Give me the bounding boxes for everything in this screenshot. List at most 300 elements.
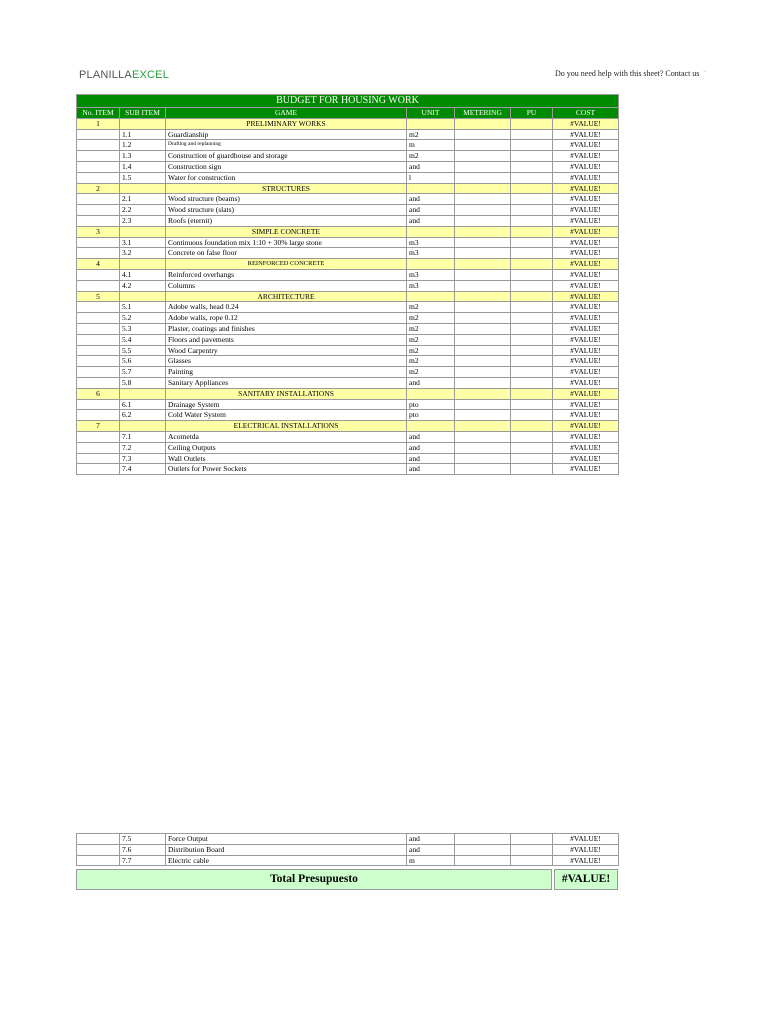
budget-table-continued [76, 833, 619, 866]
unit-cell[interactable]: pto [407, 399, 455, 410]
sub-item-cell[interactable]: 7.3 [120, 453, 166, 464]
item-row [77, 431, 619, 442]
cost-cell[interactable]: #VALUE! [553, 334, 619, 345]
pu-cell[interactable] [511, 442, 553, 453]
metering-cell[interactable] [455, 248, 511, 259]
pu-cell[interactable] [511, 367, 553, 378]
item-name-cell[interactable]: Concrete on false floor [166, 248, 407, 259]
item-number-cell[interactable] [77, 280, 120, 291]
metering-cell[interactable] [455, 399, 511, 410]
unit-cell[interactable]: m2 [407, 129, 455, 140]
sub-item-cell[interactable]: 5.7 [120, 367, 166, 378]
cost-cell[interactable]: #VALUE! [553, 259, 619, 270]
item-name-cell[interactable]: Roofs (eternit) [166, 215, 407, 226]
item-name-cell[interactable]: Wall Outlets [166, 453, 407, 464]
unit-cell[interactable]: m3 [407, 280, 455, 291]
sub-item-cell[interactable]: 4.1 [120, 269, 166, 280]
sub-item-cell[interactable]: 3.2 [120, 248, 166, 259]
unit-cell[interactable]: m3 [407, 248, 455, 259]
sub-item-cell[interactable]: 4.2 [120, 280, 166, 291]
category-name-cell[interactable]: SANITARY INSTALLATIONS [166, 388, 407, 399]
item-name-cell[interactable]: Cold Water System [166, 410, 407, 421]
brand-logo-part1: PLANILLA [79, 69, 132, 81]
item-name-cell[interactable]: Reinforced overhangs [166, 269, 407, 280]
pu-cell[interactable] [511, 388, 553, 399]
unit-cell[interactable]: and [407, 194, 455, 205]
item-row [77, 205, 619, 216]
unit-cell[interactable]: m2 [407, 356, 455, 367]
metering-cell[interactable] [455, 215, 511, 226]
item-row [77, 367, 619, 378]
metering-cell[interactable] [455, 183, 511, 194]
pu-cell[interactable] [511, 183, 553, 194]
item-number-cell[interactable] [77, 237, 120, 248]
item-number-cell[interactable] [77, 453, 120, 464]
sub-item-cell[interactable]: 1.5 [120, 172, 166, 183]
sub-item-cell[interactable] [120, 118, 166, 129]
cost-cell[interactable]: #VALUE! [553, 302, 619, 313]
col-header-pu: PU [511, 108, 553, 119]
unit-cell[interactable] [407, 421, 455, 432]
cost-cell[interactable]: #VALUE! [553, 248, 619, 259]
item-name-cell[interactable]: Ceiling Outputs [166, 442, 407, 453]
pu-cell[interactable] [511, 431, 553, 442]
cost-cell[interactable]: #VALUE! [553, 183, 619, 194]
sub-item-cell[interactable] [120, 259, 166, 270]
item-row [77, 151, 619, 162]
sub-item-cell[interactable]: 1.1 [120, 129, 166, 140]
cost-cell[interactable]: #VALUE! [553, 323, 619, 334]
pu-cell[interactable] [511, 151, 553, 162]
item-name-cell[interactable]: Wood Carpentry [166, 345, 407, 356]
item-row [77, 161, 619, 172]
unit-cell[interactable]: and [407, 844, 455, 855]
item-row [77, 194, 619, 205]
total-table [76, 869, 618, 890]
metering-cell[interactable] [455, 291, 511, 302]
sub-item-cell[interactable]: 1.2 [120, 140, 166, 151]
unit-cell[interactable]: pto [407, 410, 455, 421]
unit-cell[interactable] [407, 118, 455, 129]
metering-cell[interactable] [455, 226, 511, 237]
column-header-row [77, 108, 619, 119]
cost-cell[interactable]: #VALUE! [553, 442, 619, 453]
item-number-cell[interactable] [77, 855, 120, 866]
metering-cell[interactable] [455, 161, 511, 172]
item-number-cell[interactable]: 6 [77, 388, 120, 399]
unit-cell[interactable]: m [407, 140, 455, 151]
item-number-cell[interactable] [77, 248, 120, 259]
sub-item-cell[interactable]: 7.4 [120, 464, 166, 475]
cost-cell[interactable]: #VALUE! [553, 269, 619, 280]
metering-cell[interactable] [455, 280, 511, 291]
item-row [77, 302, 619, 313]
pu-cell[interactable] [511, 237, 553, 248]
unit-cell[interactable]: l [407, 172, 455, 183]
sub-item-cell[interactable]: 5.4 [120, 334, 166, 345]
sub-item-cell[interactable]: 1.3 [120, 151, 166, 162]
cost-cell[interactable]: #VALUE! [553, 140, 619, 151]
pu-cell[interactable] [511, 129, 553, 140]
item-number-cell[interactable] [77, 172, 120, 183]
sub-item-cell[interactable]: 5.6 [120, 356, 166, 367]
metering-cell[interactable] [455, 118, 511, 129]
item-number-cell[interactable] [77, 399, 120, 410]
metering-cell[interactable] [455, 834, 511, 845]
category-name-cell[interactable]: REINFORCED CONCRETE [166, 259, 407, 270]
item-name-cell[interactable]: Floors and pavements [166, 334, 407, 345]
item-number-cell[interactable] [77, 410, 120, 421]
pu-cell[interactable] [511, 259, 553, 270]
help-link[interactable] [555, 69, 706, 78]
sub-item-cell[interactable]: 5.5 [120, 345, 166, 356]
col-header-unit: UNIT [407, 108, 455, 119]
sub-item-cell[interactable]: 2.2 [120, 205, 166, 216]
metering-cell[interactable] [455, 855, 511, 866]
sub-item-cell[interactable]: 7.5 [120, 834, 166, 845]
metering-cell[interactable] [455, 442, 511, 453]
sub-item-cell[interactable] [120, 183, 166, 194]
unit-cell[interactable]: and [407, 377, 455, 388]
item-number-cell[interactable]: 5 [77, 291, 120, 302]
item-number-cell[interactable] [77, 129, 120, 140]
metering-cell[interactable] [455, 464, 511, 475]
pu-cell[interactable] [511, 140, 553, 151]
unit-cell[interactable] [407, 226, 455, 237]
item-name-cell[interactable]: Acometda [166, 431, 407, 442]
unit-cell[interactable]: m [407, 855, 455, 866]
unit-cell[interactable]: and [407, 215, 455, 226]
item-number-cell[interactable] [77, 151, 120, 162]
item-name-cell[interactable]: Continuous foundation mix 1:10 + 30% large stone [166, 237, 407, 248]
item-name-cell[interactable]: Construction of guardhouse and storage [166, 151, 407, 162]
budget-title: BUDGET FOR HOUSING WORK [77, 95, 619, 108]
item-row [77, 248, 619, 259]
item-number-cell[interactable]: 2 [77, 183, 120, 194]
metering-cell[interactable] [455, 377, 511, 388]
metering-cell[interactable] [455, 323, 511, 334]
metering-cell[interactable] [455, 844, 511, 855]
item-number-cell[interactable]: 1 [77, 118, 120, 129]
category-row [77, 226, 619, 237]
pu-cell[interactable] [511, 855, 553, 866]
category-row [77, 291, 619, 302]
item-name-cell[interactable]: Water for construction [166, 172, 407, 183]
unit-cell[interactable]: and [407, 464, 455, 475]
cost-cell[interactable]: #VALUE! [553, 129, 619, 140]
item-number-cell[interactable] [77, 140, 120, 151]
pu-cell[interactable] [511, 410, 553, 421]
total-value: #VALUE! [554, 869, 618, 890]
help-mark: ¨ [703, 69, 707, 78]
sub-item-cell[interactable]: 2.3 [120, 215, 166, 226]
metering-cell[interactable] [455, 388, 511, 399]
pu-cell[interactable] [511, 291, 553, 302]
item-number-cell[interactable] [77, 194, 120, 205]
pu-cell[interactable] [511, 118, 553, 129]
metering-cell[interactable] [455, 237, 511, 248]
pu-cell[interactable] [511, 302, 553, 313]
cost-cell[interactable]: #VALUE! [553, 367, 619, 378]
sub-item-cell[interactable]: 5.8 [120, 377, 166, 388]
metering-cell[interactable] [455, 431, 511, 442]
item-name-cell[interactable]: Adobe walls, head 0.24 [166, 302, 407, 313]
unit-cell[interactable] [407, 388, 455, 399]
item-name-cell[interactable]: Outlets for Power Sockets [166, 464, 407, 475]
item-number-cell[interactable] [77, 442, 120, 453]
item-number-cell[interactable] [77, 844, 120, 855]
cost-cell[interactable]: #VALUE! [553, 194, 619, 205]
item-number-cell[interactable] [77, 313, 120, 324]
unit-cell[interactable] [407, 259, 455, 270]
item-name-cell[interactable]: Force Output [166, 834, 407, 845]
unit-cell[interactable]: m2 [407, 302, 455, 313]
unit-cell[interactable] [407, 291, 455, 302]
cost-cell[interactable]: #VALUE! [553, 151, 619, 162]
cost-cell[interactable]: #VALUE! [553, 431, 619, 442]
item-number-cell[interactable] [77, 345, 120, 356]
cost-cell[interactable]: #VALUE! [553, 237, 619, 248]
cost-cell[interactable]: #VALUE! [553, 410, 619, 421]
metering-cell[interactable] [455, 334, 511, 345]
item-number-cell[interactable] [77, 215, 120, 226]
cost-cell[interactable]: #VALUE! [553, 118, 619, 129]
unit-cell[interactable]: m3 [407, 237, 455, 248]
pu-cell[interactable] [511, 345, 553, 356]
cost-cell[interactable]: #VALUE! [553, 388, 619, 399]
item-number-cell[interactable] [77, 334, 120, 345]
metering-cell[interactable] [455, 140, 511, 151]
item-row [77, 855, 619, 866]
brand-logo-part2: EXCEL [131, 69, 170, 81]
item-row [77, 464, 619, 475]
total-row [76, 869, 618, 890]
col-header-metering: METERING [455, 108, 511, 119]
col-header-sub-item: SUB ITEM [120, 108, 166, 119]
sub-item-cell[interactable]: 6.1 [120, 399, 166, 410]
item-name-cell[interactable]: Wood structure (beams) [166, 194, 407, 205]
item-number-cell[interactable] [77, 356, 120, 367]
metering-cell[interactable] [455, 269, 511, 280]
category-row [77, 388, 619, 399]
unit-cell[interactable]: m2 [407, 323, 455, 334]
item-row [77, 834, 619, 845]
unit-cell[interactable]: and [407, 205, 455, 216]
item-number-cell[interactable] [77, 161, 120, 172]
pu-cell[interactable] [511, 453, 553, 464]
category-name-cell[interactable]: SIMPLE CONCRETE [166, 226, 407, 237]
help-text: Do you need help with this sheet? Contact us [555, 69, 700, 78]
item-name-cell[interactable]: Electric cable [166, 855, 407, 866]
item-number-cell[interactable] [77, 834, 120, 845]
unit-cell[interactable]: m2 [407, 367, 455, 378]
item-number-cell[interactable] [77, 464, 120, 475]
metering-cell[interactable] [455, 205, 511, 216]
item-name-cell[interactable]: Wood structure (slats) [166, 205, 407, 216]
sub-item-cell[interactable]: 1.4 [120, 161, 166, 172]
cost-cell[interactable]: #VALUE! [553, 377, 619, 388]
item-name-cell[interactable]: Adobe walls, rope 0.12 [166, 313, 407, 324]
pu-cell[interactable] [511, 844, 553, 855]
item-number-cell[interactable] [77, 323, 120, 334]
item-row [77, 269, 619, 280]
cost-cell[interactable]: #VALUE! [553, 161, 619, 172]
metering-cell[interactable] [455, 313, 511, 324]
pu-cell[interactable] [511, 399, 553, 410]
sub-item-cell[interactable]: 2.1 [120, 194, 166, 205]
item-row [77, 172, 619, 183]
unit-cell[interactable]: m3 [407, 269, 455, 280]
sub-item-cell[interactable]: 5.2 [120, 313, 166, 324]
sub-item-cell[interactable]: 7.2 [120, 442, 166, 453]
pu-cell[interactable] [511, 269, 553, 280]
item-row [77, 399, 619, 410]
item-name-cell[interactable]: Painting [166, 367, 407, 378]
category-name-cell[interactable]: PRELIMINARY WORKS [166, 118, 407, 129]
item-name-cell[interactable]: Glasses [166, 356, 407, 367]
cost-cell[interactable]: #VALUE! [553, 345, 619, 356]
sub-item-cell[interactable]: 3.1 [120, 237, 166, 248]
unit-cell[interactable] [407, 183, 455, 194]
metering-cell[interactable] [455, 194, 511, 205]
unit-cell[interactable]: and [407, 442, 455, 453]
sub-item-cell[interactable] [120, 421, 166, 432]
pu-cell[interactable] [511, 323, 553, 334]
item-row [77, 323, 619, 334]
pu-cell[interactable] [511, 215, 553, 226]
unit-cell[interactable]: m2 [407, 151, 455, 162]
cost-cell[interactable]: #VALUE! [553, 464, 619, 475]
item-number-cell[interactable] [77, 269, 120, 280]
sub-item-cell[interactable]: 7.7 [120, 855, 166, 866]
cost-cell[interactable]: #VALUE! [553, 356, 619, 367]
item-row [77, 377, 619, 388]
item-name-cell[interactable]: Drainage System [166, 399, 407, 410]
cost-cell[interactable]: #VALUE! [553, 834, 619, 845]
metering-cell[interactable] [455, 421, 511, 432]
unit-cell[interactable]: m2 [407, 334, 455, 345]
unit-cell[interactable]: m2 [407, 313, 455, 324]
category-name-cell[interactable]: STRUCTURES [166, 183, 407, 194]
unit-cell[interactable]: and [407, 431, 455, 442]
sub-item-cell[interactable]: 5.3 [120, 323, 166, 334]
cost-cell[interactable]: #VALUE! [553, 855, 619, 866]
item-number-cell[interactable] [77, 377, 120, 388]
unit-cell[interactable]: and [407, 161, 455, 172]
category-name-cell[interactable]: ELECTRICAL INSTALLATIONS [166, 421, 407, 432]
cost-cell[interactable]: #VALUE! [553, 313, 619, 324]
item-number-cell[interactable] [77, 367, 120, 378]
item-row [77, 280, 619, 291]
pu-cell[interactable] [511, 377, 553, 388]
item-name-cell[interactable]: Distribution Board [166, 844, 407, 855]
metering-cell[interactable] [455, 367, 511, 378]
pu-cell[interactable] [511, 205, 553, 216]
pu-cell[interactable] [511, 280, 553, 291]
pu-cell[interactable] [511, 421, 553, 432]
item-row [77, 356, 619, 367]
metering-cell[interactable] [455, 172, 511, 183]
sub-item-cell[interactable] [120, 291, 166, 302]
item-row [77, 453, 619, 464]
item-number-cell[interactable]: 7 [77, 421, 120, 432]
pu-cell[interactable] [511, 834, 553, 845]
category-name-cell[interactable]: ARCHITECTURE [166, 291, 407, 302]
item-number-cell[interactable] [77, 302, 120, 313]
category-row [77, 118, 619, 129]
sub-item-cell[interactable]: 7.1 [120, 431, 166, 442]
item-name-cell[interactable]: Guardianship [166, 129, 407, 140]
sub-item-cell[interactable] [120, 388, 166, 399]
pu-cell[interactable] [511, 334, 553, 345]
metering-cell[interactable] [455, 129, 511, 140]
pu-cell[interactable] [511, 194, 553, 205]
metering-cell[interactable] [455, 151, 511, 162]
metering-cell[interactable] [455, 302, 511, 313]
item-number-cell[interactable]: 3 [77, 226, 120, 237]
category-row [77, 183, 619, 194]
metering-cell[interactable] [455, 345, 511, 356]
item-name-cell[interactable]: Construction sign [166, 161, 407, 172]
budget-title-row [77, 95, 619, 108]
cost-cell[interactable]: #VALUE! [553, 399, 619, 410]
item-name-cell[interactable]: Sanitary Appliances [166, 377, 407, 388]
sub-item-cell[interactable]: 6.2 [120, 410, 166, 421]
cost-cell[interactable]: #VALUE! [553, 205, 619, 216]
cost-cell[interactable]: #VALUE! [553, 280, 619, 291]
pu-cell[interactable] [511, 226, 553, 237]
budget-table-continued-body [77, 834, 619, 866]
cost-cell[interactable]: #VALUE! [553, 291, 619, 302]
unit-cell[interactable]: and [407, 453, 455, 464]
item-row [77, 129, 619, 140]
cost-cell[interactable]: #VALUE! [553, 844, 619, 855]
metering-cell[interactable] [455, 356, 511, 367]
sub-item-cell[interactable]: 7.6 [120, 844, 166, 855]
item-row [77, 345, 619, 356]
category-row [77, 421, 619, 432]
pu-cell[interactable] [511, 356, 553, 367]
pu-cell[interactable] [511, 248, 553, 259]
item-name-cell[interactable]: Drafting and replanning [166, 140, 407, 151]
item-number-cell[interactable] [77, 431, 120, 442]
metering-cell[interactable] [455, 410, 511, 421]
item-name-cell[interactable]: Columns [166, 280, 407, 291]
pu-cell[interactable] [511, 464, 553, 475]
item-number-cell[interactable]: 4 [77, 259, 120, 270]
unit-cell[interactable]: m2 [407, 345, 455, 356]
item-number-cell[interactable] [77, 205, 120, 216]
category-row [77, 259, 619, 270]
pu-cell[interactable] [511, 172, 553, 183]
brand-logo [79, 69, 169, 81]
cost-cell[interactable]: #VALUE! [553, 226, 619, 237]
metering-cell[interactable] [455, 259, 511, 270]
sub-item-cell[interactable]: 5.1 [120, 302, 166, 313]
sub-item-cell[interactable] [120, 226, 166, 237]
metering-cell[interactable] [455, 453, 511, 464]
unit-cell[interactable]: and [407, 834, 455, 845]
pu-cell[interactable] [511, 161, 553, 172]
pu-cell[interactable] [511, 313, 553, 324]
item-row [77, 410, 619, 421]
item-name-cell[interactable]: Plaster, coatings and finishes [166, 323, 407, 334]
item-row [77, 237, 619, 248]
cost-cell[interactable]: #VALUE! [553, 215, 619, 226]
cost-cell[interactable]: #VALUE! [553, 453, 619, 464]
cost-cell[interactable]: #VALUE! [553, 421, 619, 432]
cost-cell[interactable]: #VALUE! [553, 172, 619, 183]
